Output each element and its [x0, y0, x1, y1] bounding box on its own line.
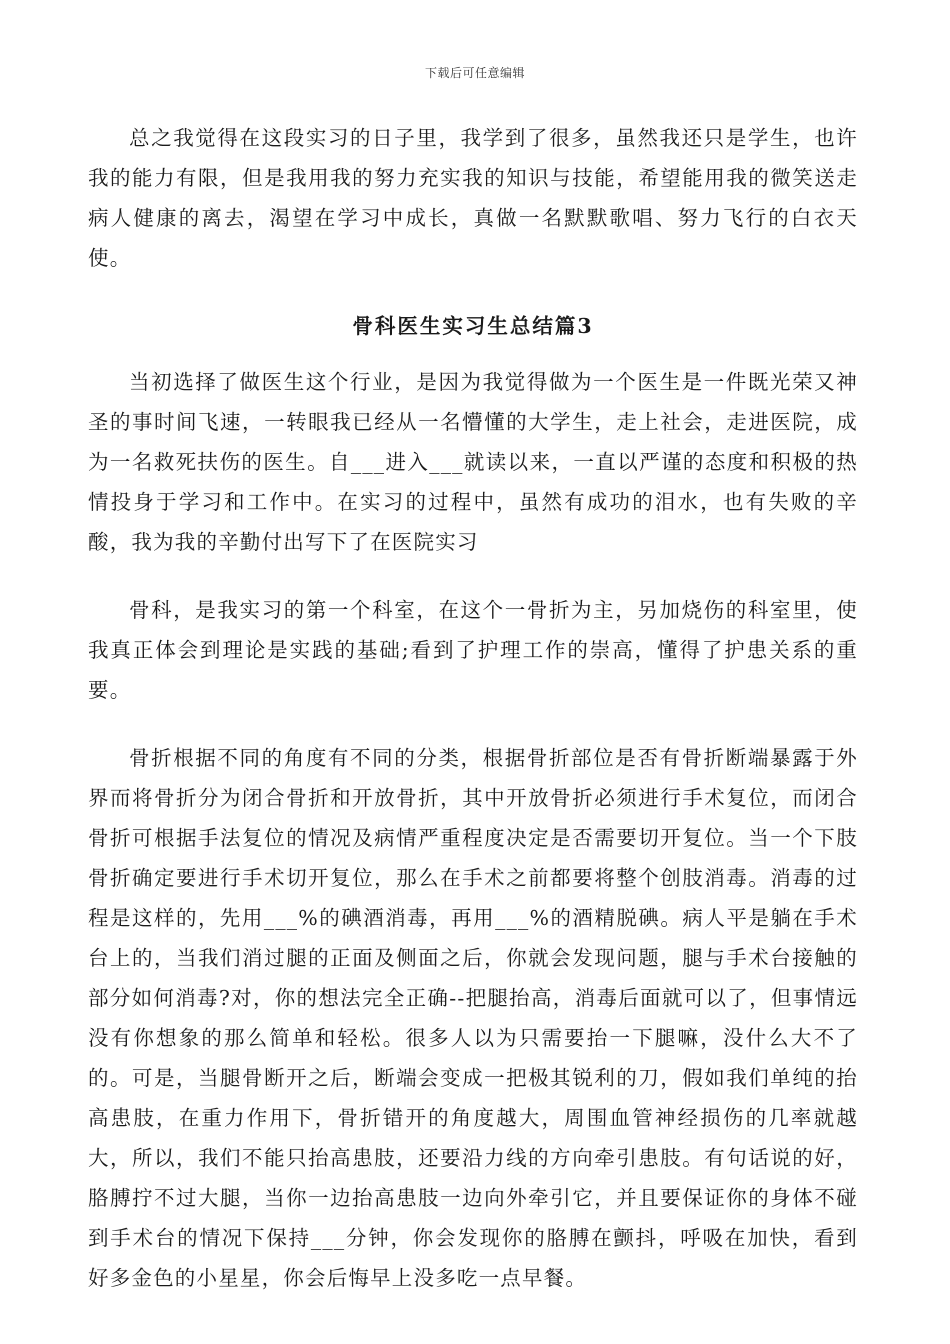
section-title: 骨科医生实习生总结篇3	[352, 314, 594, 338]
header-note: 下载后可任意编辑	[424, 66, 525, 80]
paragraph-intro: 当初选择了做医生这个行业，是因为我觉得做为一个医生是一件既光荣又神圣的事时间飞速，一转眼我已经从一名懵懂的大学生，走上社会，走进医院，成为一名救死扶伤的医生。自___进入___就读以来，一直以严谨的态度和积极的热情投身于学习和工作中。在实习的过程中，虽然有成功的泪水，也有失败的辛酸，我为我的辛勤付出写下了在医院实习	[88, 370, 858, 554]
paragraph-fracture-classification: 骨折根据不同的角度有不同的分类，根据骨折部位是否有骨折断端暴露于外界而将骨折分为闭合骨折和开放骨折，其中开放骨折必须进行手术复位，而闭合骨折可根据手法复位的情况及病情严重程度决定是否需要切开复位。当一个下肢骨折确定要进行手术切开复位，那么在手术之前都要将整个创肢消毒。消毒的过程是这样的，先用___%的碘酒消毒，再用___%的酒精脱碘。病人平是躺在手术台上的，当我们消过腿的正面及侧面之后，你就会发现问题，腿与手术台接触的部分如何消毒?对，你的想法完全正确--把腿抬高，消毒后面就可以了，但事情远没有你想象的那么简单和轻松。很多人以为只需要抬一下腿嘛，没什么大不了的。可是，当腿骨断开之后，断端会变成一把极其锐利的刀，假如我们单纯的抬高患肢，在重力作用下，骨折错开的角度越大，周围血管神经损伤的几率就越大，所以，我们不能只抬高患肢，还要沿力线的方向牵引患肢。有句话说的好，胳膊拧不过大腿，当你一边抬高患肢一边向外牵引它，并且要保证你的身体不碰到手术台的情况下保持___分钟，你会发现你的胳膊在颤抖，呼吸在加快，看到好多金色的小星星，你会后悔早上没多吃一点早餐。	[88, 746, 858, 1290]
document-body	[88, 118, 858, 1298]
paragraph-conclusion: 总之我觉得在这段实习的日子里，我学到了很多，虽然我还只是学生，也许我的能力有限，但是我用我的努力充实我的知识与技能，希望能用我的微笑送走病人健康的离去，渴望在学习中成长，真做一名默默歌唱、努力飞行的白衣天使。	[88, 126, 858, 270]
paragraph-orthopedics: 骨科，是我实习的第一个科室，在这个一骨折为主，另加烧伤的科室里，使我真正体会到理论是实践的基础;看到了护理工作的崇高，懂得了护患关系的重要。	[88, 598, 858, 702]
